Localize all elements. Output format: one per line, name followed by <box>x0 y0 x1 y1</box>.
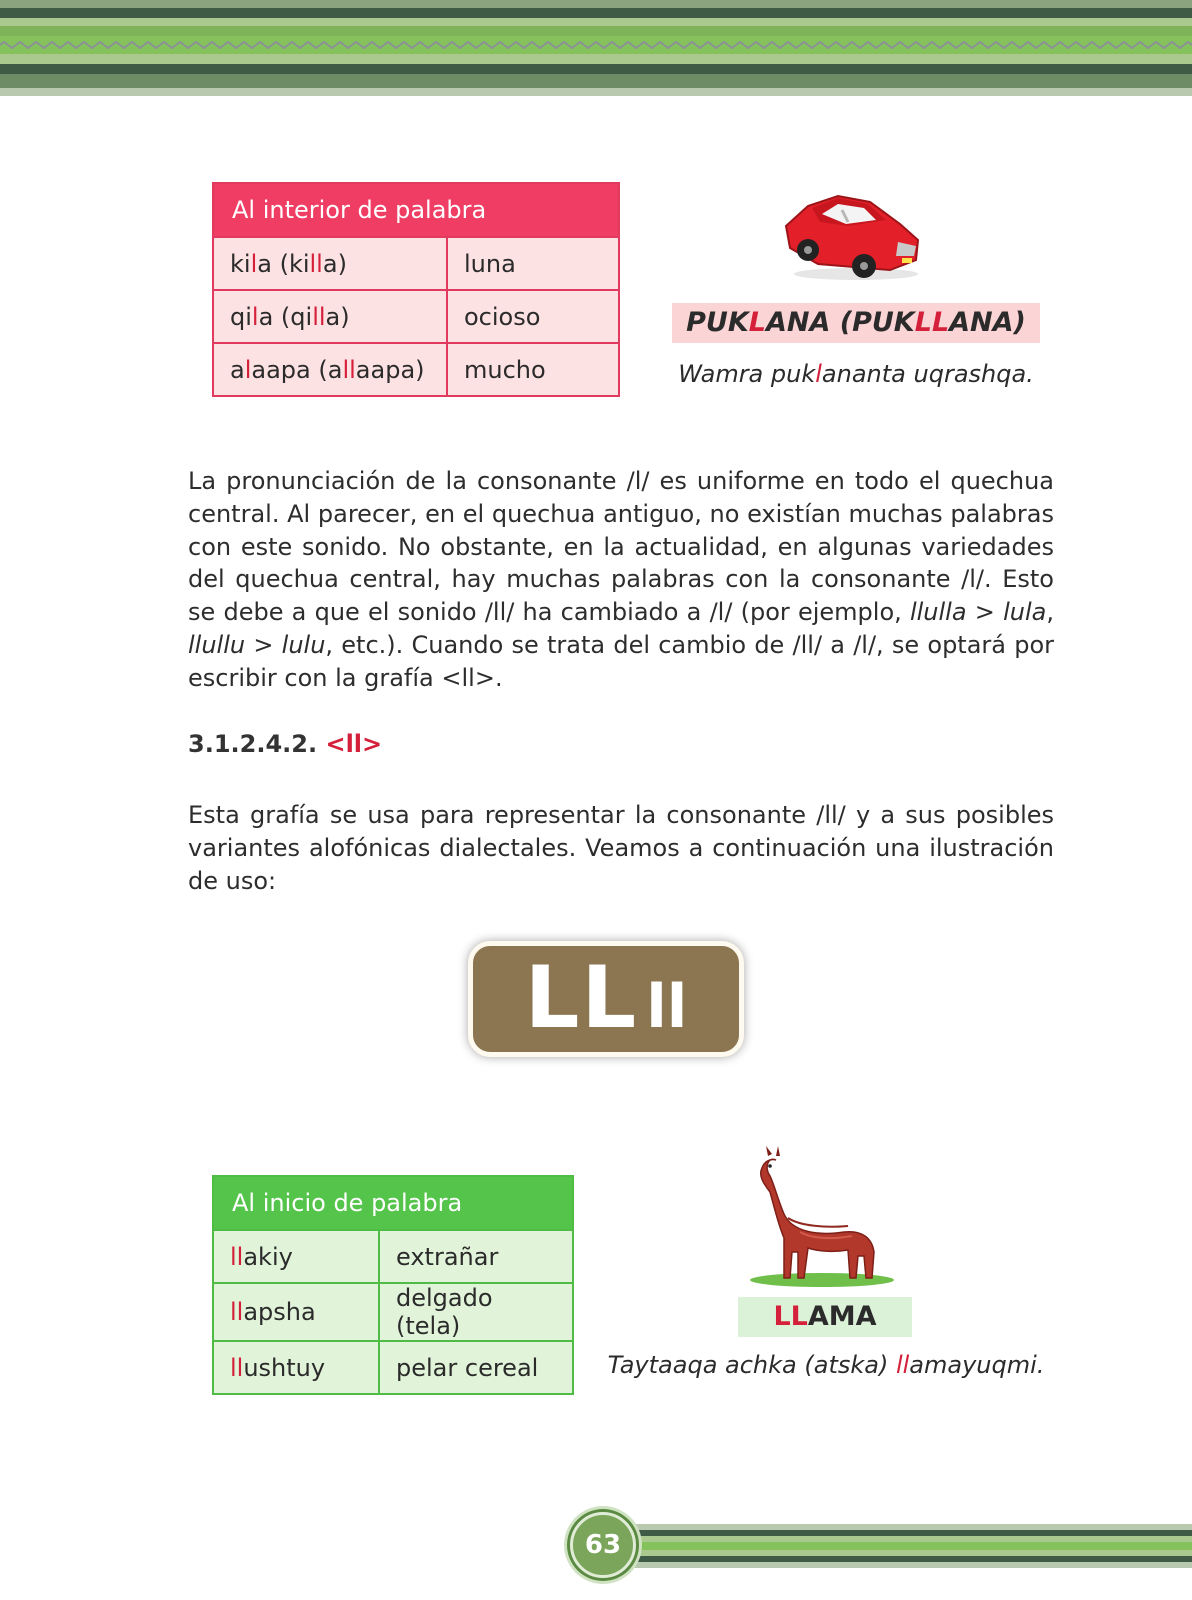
quechua-word: kila (killa) <box>213 237 447 290</box>
llama-illustration <box>740 1140 900 1290</box>
page-number: 63 <box>584 1530 622 1560</box>
quechua-word: llushtuy <box>213 1341 379 1394</box>
section-heading: 3.1.2.4.2. <ll> <box>188 730 383 758</box>
llama-example-sentence: Taytaaqa achka (atska) llamayuqmi. <box>607 1351 1045 1379</box>
table-row <box>213 290 619 343</box>
paragraph-l-pronunciation: La pronunciación de la consonante /l/ es uniforme en todo el quechua central. Al parecer, en el quechua antiguo, no existían muchas palabras con este sonido. No obstante, en la actualidad, en algunas variedades del quechua central, hay muchas palabras con la consonante /l/. Esto se debe a que el sonido /ll/ ha cambiado a /l/ (por ejemplo, llulla > lula, llullu > lulu, etc.). Cuando se trata del cambio de /ll/ a /l/, se optará por escribir con la grafía <ll>. <box>188 467 1054 692</box>
initial-word-table <box>212 1175 574 1395</box>
spanish-meaning: mucho <box>447 343 619 396</box>
spanish-meaning: delgado (tela) <box>379 1283 573 1341</box>
interior-word-table <box>212 182 620 397</box>
table-row <box>213 1341 573 1394</box>
car-word-label: PUKLANA (PUKLLANA) <box>672 303 1040 343</box>
spanish-meaning: luna <box>447 237 619 290</box>
quechua-word: llakiy <box>213 1230 379 1283</box>
red-car-illustration <box>778 176 928 286</box>
table-row <box>213 237 619 290</box>
page-number-badge <box>570 1512 636 1578</box>
quechua-word: alaapa (allaapa) <box>213 343 447 396</box>
ll-grapheme-badge <box>468 941 744 1057</box>
table-header: Al interior de palabra <box>213 183 619 237</box>
badge-lowercase: ll <box>646 972 688 1042</box>
llama-word-label: LLAMA <box>738 1297 912 1337</box>
spanish-meaning: extrañar <box>379 1230 573 1283</box>
quechua-word: qila (qilla) <box>213 290 447 343</box>
car-example-sentence: Wamra puklananta uqrashqa. <box>678 360 1034 388</box>
spanish-meaning: ocioso <box>447 290 619 343</box>
badge-uppercase: LL <box>524 948 639 1048</box>
top-decorative-band <box>0 0 1192 96</box>
quechua-word: llapsha <box>213 1283 379 1341</box>
table-row <box>213 1230 573 1283</box>
table-row <box>213 1283 573 1341</box>
table-row <box>213 343 619 396</box>
table-header: Al inicio de palabra <box>213 1176 573 1230</box>
paragraph-ll-usage: Esta grafía se usa para representar la consonante /ll/ y a sus posibles variantes alofónicas dialectales. Veamos a continuación una ilustración de uso: <box>188 801 1054 895</box>
spanish-meaning: pelar cereal <box>379 1341 573 1394</box>
footer-decorative-band <box>620 1524 1192 1568</box>
